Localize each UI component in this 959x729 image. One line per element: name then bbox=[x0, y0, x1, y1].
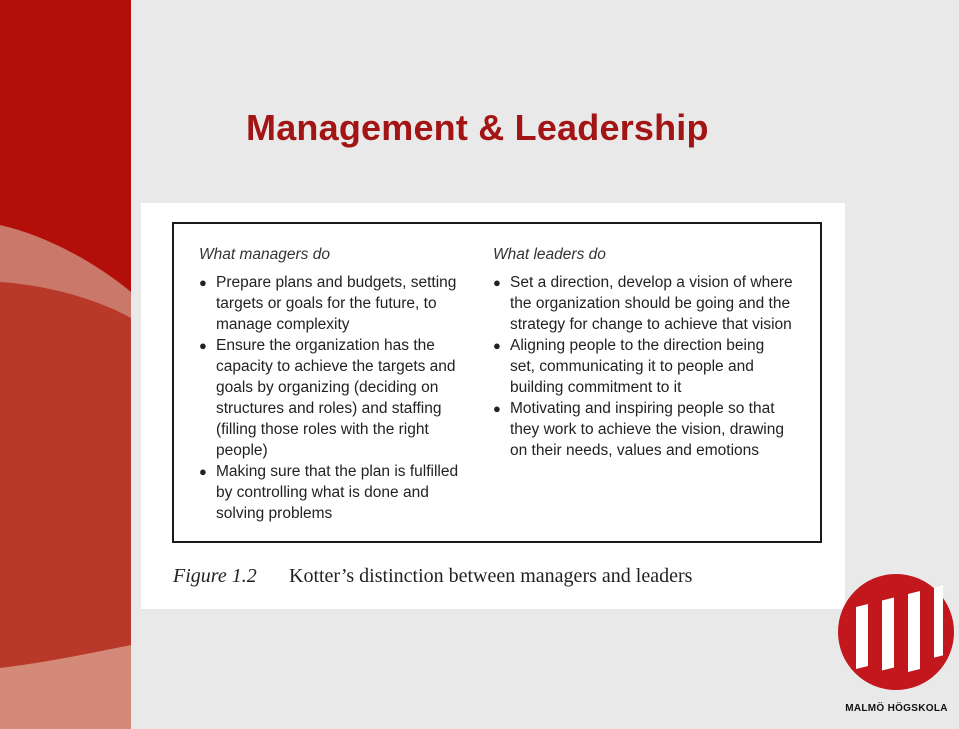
bullet-icon: ● bbox=[199, 338, 207, 353]
list-item-text: Ensure the organization has the capacity to achieve the targets and goals by organizing (deciding on structures and roles) and staffing (filling those roles with the right people) bbox=[216, 337, 456, 459]
list-item-text: Making sure that the plan is fulfilled by controlling what is done and solving problems bbox=[216, 463, 459, 522]
decorative-sidebar bbox=[0, 0, 131, 729]
list-item-text: Aligning people to the direction being set, communicating it to people and building commitment to it bbox=[510, 337, 765, 396]
list-item-text: Motivating and inspiring people so that they work to achieve the vision, drawing on their needs, values and emotions bbox=[510, 400, 784, 459]
figure-caption-text: Kotter’s distinction between managers and leaders bbox=[289, 565, 693, 587]
managers-column bbox=[199, 244, 471, 524]
bullet-icon: ● bbox=[493, 401, 501, 416]
slide-title: Management & Leadership bbox=[246, 107, 709, 148]
bullet-icon: ● bbox=[493, 338, 501, 353]
list-item-text: Set a direction, develop a vision of where the organization should be going and the strategy for change to achieve that vision bbox=[510, 274, 793, 333]
list-item bbox=[493, 398, 793, 461]
malmo-hogskola-logo bbox=[836, 572, 957, 722]
leaders-heading: What leaders do bbox=[493, 246, 606, 263]
bullet-icon: ● bbox=[199, 464, 207, 479]
kotter-figure bbox=[141, 203, 845, 609]
leaders-list bbox=[493, 272, 793, 461]
bullet-icon: ● bbox=[493, 275, 501, 290]
logo-text: MALMÖ HÖGSKOLA bbox=[845, 703, 948, 714]
managers-list bbox=[199, 272, 471, 524]
list-item bbox=[199, 335, 471, 461]
leaders-column bbox=[493, 244, 793, 461]
list-item-text: Prepare plans and budgets, setting targets or goals for the future, to manage complexity bbox=[216, 274, 457, 333]
list-item bbox=[493, 272, 793, 335]
managers-heading: What managers do bbox=[199, 246, 330, 263]
list-item bbox=[199, 461, 471, 524]
bullet-icon: ● bbox=[199, 275, 207, 290]
list-item bbox=[199, 272, 471, 335]
figure-caption bbox=[173, 563, 692, 589]
figure-box bbox=[172, 222, 822, 543]
malmo-hogskola-logo-icon bbox=[836, 572, 957, 697]
sidebar-wave-graphic bbox=[0, 0, 131, 729]
figure-number: Figure 1.2 bbox=[173, 565, 257, 587]
list-item bbox=[493, 335, 793, 398]
